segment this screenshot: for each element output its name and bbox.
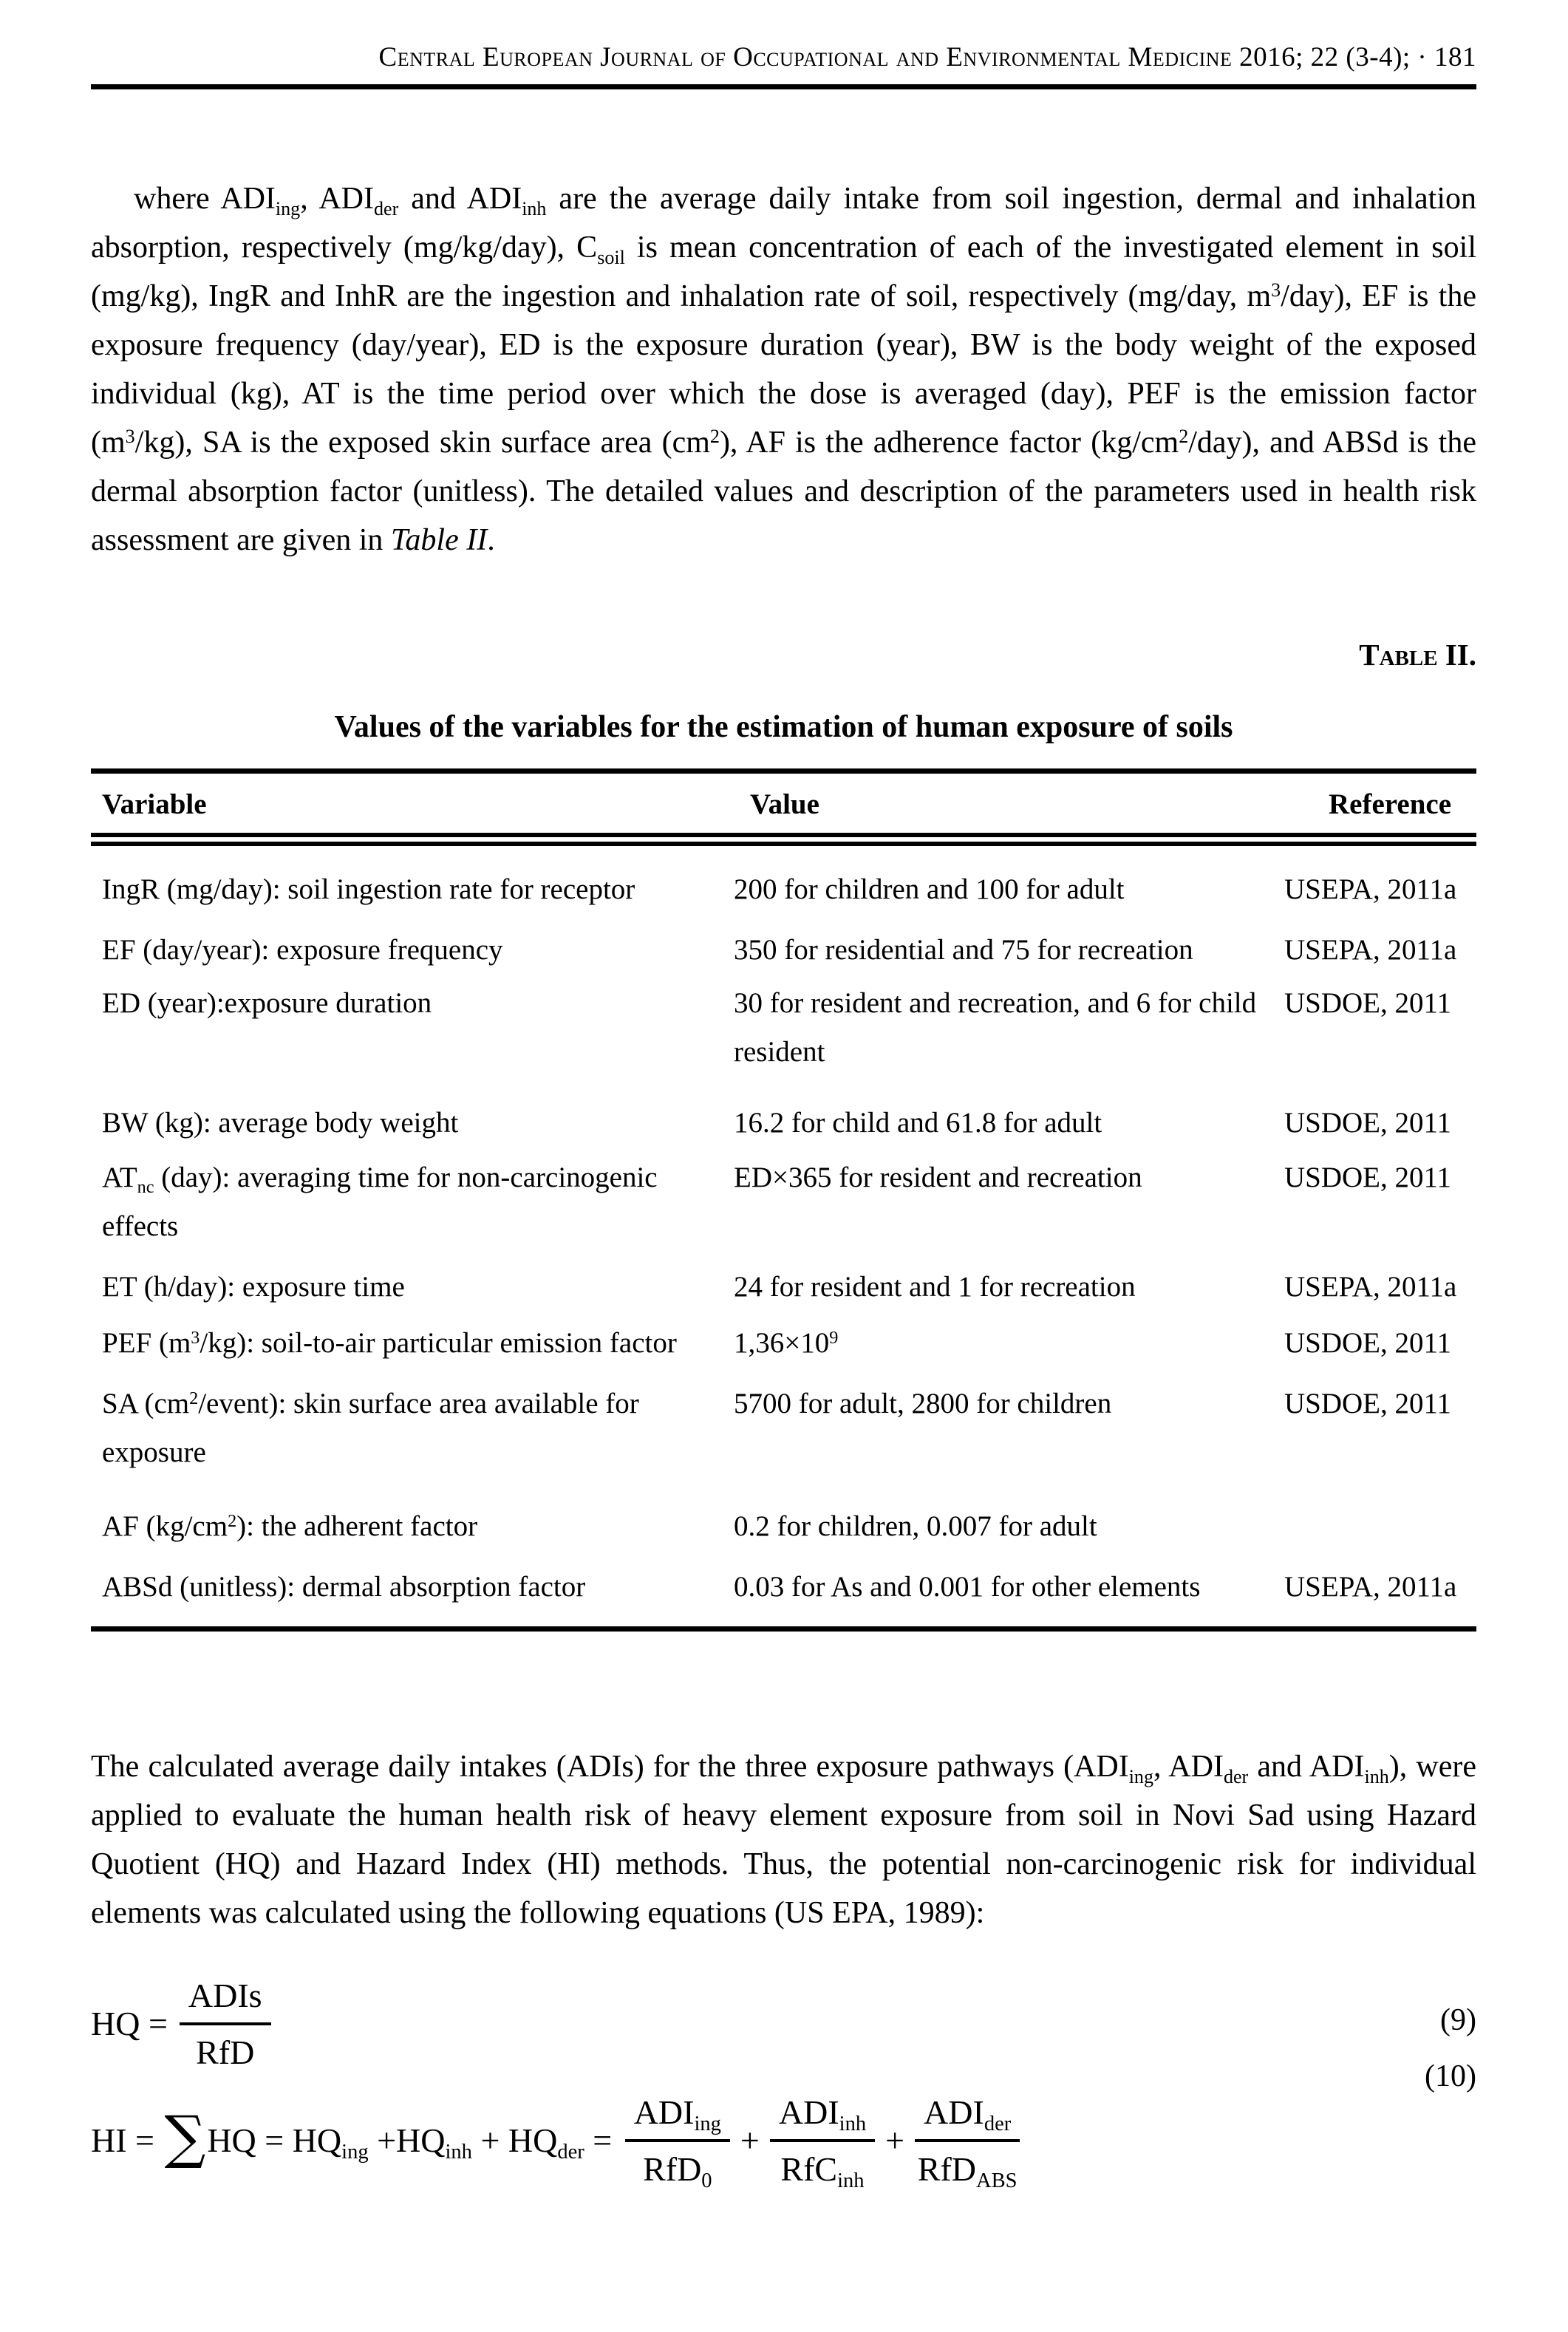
fraction-numerator: ADIs	[180, 1974, 271, 2025]
table-row	[91, 1380, 1476, 1477]
superscript: 2	[228, 1510, 237, 1531]
plus-sign: +	[740, 2121, 760, 2159]
sigma-symbol: ∑	[164, 2104, 206, 2172]
superscript: 2	[709, 425, 720, 447]
fraction-denominator: RfD$_0$	[643, 2150, 712, 2193]
variable-cell: ED (year):exposure duration	[102, 987, 432, 1019]
column-header-variable: Variable	[102, 788, 207, 820]
table-header-row	[91, 774, 1476, 833]
header-rule	[91, 84, 1476, 89]
fraction-denominator: RfD$_{ABS}$	[917, 2150, 1018, 2193]
plus-sign: +	[885, 2121, 905, 2159]
reference-cell: USEPA, 2011a	[1284, 1271, 1457, 1303]
value-cell: 16.2 for child and 61.8 for adult	[734, 1107, 1102, 1139]
paragraph-intro: where $ADI_{ing}$, $ADI_{der}$ and $ADI_{inh}$ are the average daily intake from soil ingestion, dermal and inhalation absorption, respectively (mg/kg/day), $C_{soil}$ is mean concentration of each of the investigated element in soil (mg/kg), IngR and InhR are the ingestion and inhalation rate of soil, respectively (mg/day, $m^3/day$), EF is the exposure frequency (day/year), ED is the exposure duration (year), BW is the body weight of the exposed individual (kg), AT is the time period over which the dose is averaged (day), PEF is the emission factor $(m^3/kg)$, SA is the exposed skin surface area $(cm^2)$, AF is the adherence factor $(kg/cm^2/day)$, and ABSd is the dermal absorption factor (unitless). The detailed values and description of the parameters used in health risk assessment are given in Table II.	[91, 182, 1476, 557]
subscript: inh	[1364, 1765, 1389, 1787]
reference-cell: USDOE, 2011	[1284, 987, 1452, 1019]
subscript: inh	[839, 2113, 867, 2136]
subscript: der	[1223, 1765, 1249, 1787]
subscript: der	[374, 197, 399, 219]
value-cell: ED×365 for resident and recreation	[734, 1162, 1142, 1193]
superscript: 9	[829, 1327, 839, 1348]
table-header-double-rule	[91, 833, 1476, 846]
superscript: 3	[1271, 279, 1281, 301]
table-label: Table II.	[1359, 638, 1476, 672]
superscript: 3	[125, 425, 135, 447]
value-cell: 24 for resident and 1 for recreation	[734, 1271, 1136, 1303]
subscript: ABS	[976, 2169, 1018, 2193]
fraction-numerator: $ADI_{ing}$	[625, 2091, 730, 2142]
reference-cell	[1284, 1502, 1476, 1551]
variable-cell: EF (day/year): exposure frequency	[102, 934, 503, 966]
column-header-value: Value	[750, 788, 819, 820]
subscript: nc	[137, 1176, 154, 1197]
variable-cell: PEF $(m^3/kg)$: soil-to-air particular emission factor	[102, 1327, 677, 1359]
equation-10	[91, 2091, 1024, 2193]
table-row	[91, 865, 1476, 914]
fraction	[180, 1974, 271, 2072]
equation-10-lhs: HI = $\sum HQ = HQ_{ing} +HQ_{inh} + HQ_{der}$ =	[91, 2104, 621, 2172]
table-row	[91, 926, 1476, 975]
subscript: inh	[445, 2140, 472, 2164]
paragraph-methods: The calculated average daily intakes (ADIs) for the three exposure pathways ($ADI_{ing}$, $ADI_{der}$ and $ADI_{inh}$), were applied to evaluate the human health risk of heavy element exposure from soil in Novi Sad using Hazard Quotient (HQ) and Hazard Index (HI) methods. Thus, the potential non-carcinogenic risk for individual elements was calculated using the following equations (US EPA, 1989):	[91, 1750, 1476, 1930]
equation-number-9: (9)	[1440, 2003, 1476, 2037]
fraction-numerator: $ADI_{der}$	[915, 2091, 1020, 2142]
table-row	[91, 979, 1476, 1077]
subscript: ing	[694, 2113, 721, 2136]
reference-cell: USDOE, 2011	[1284, 1327, 1452, 1359]
table-row	[91, 1319, 1476, 1368]
fraction-numerator: $ADI_{inh}$	[770, 2091, 875, 2142]
subscript: inh	[522, 197, 547, 219]
value-cell: 5700 for adult, 2800 for children	[734, 1388, 1112, 1419]
subscript: der	[984, 2113, 1012, 2136]
table-body	[91, 846, 1476, 1626]
table-row	[91, 1263, 1476, 1312]
equation-9-lhs: HQ =	[91, 2004, 168, 2042]
variable-cell: BW (kg): average body weight	[102, 1107, 459, 1139]
superscript: 3	[191, 1327, 200, 1348]
value-cell: 0.2 for children, 0.007 for adult	[734, 1510, 1097, 1542]
value-cell: 350 for residential and 75 for recreation	[734, 934, 1193, 966]
subscript: 0	[701, 2169, 712, 2193]
reference-cell: USEPA, 2011a	[1284, 873, 1457, 905]
table-row	[91, 1099, 1476, 1148]
reference-cell: USDOE, 2011	[1284, 1107, 1452, 1139]
fraction	[915, 2091, 1020, 2193]
subscript: ing	[341, 2140, 369, 2164]
table-bottom-rule	[91, 1626, 1476, 1632]
superscript: 2	[1179, 425, 1189, 447]
fraction	[625, 2091, 730, 2193]
table-row	[91, 1563, 1476, 1612]
reference-cell: USEPA, 2011a	[1284, 1571, 1457, 1603]
subscript: ing	[275, 197, 301, 219]
value-cell: 200 for children and 100 for adult	[734, 873, 1125, 905]
equation-number-10: (10)	[1425, 2059, 1476, 2093]
running-header: Central European Journal of Occupational and Environmental Medicine 2016; 22 (3-4); · 181	[378, 42, 1476, 72]
variable-cell: $AT_{nc}$ (day): averaging time for non-carcinogenic effects	[102, 1162, 658, 1242]
value-cell: 30 for resident and recreation, and 6 for child resident	[734, 987, 1257, 1068]
table-row	[91, 1502, 1476, 1551]
subscript: inh	[837, 2169, 865, 2193]
reference-cell: USEPA, 2011a	[1284, 934, 1457, 966]
fraction-denominator: RfC$_{inh}$	[780, 2150, 865, 2193]
subscript: der	[557, 2140, 584, 2164]
subscript: soil	[597, 246, 625, 268]
equation-9	[91, 1974, 276, 2072]
variable-cell: ABSd (unitless): dermal absorption factor	[102, 1571, 586, 1603]
variable-cell: ET (h/day): exposure time	[102, 1271, 405, 1303]
column-header-reference: Reference	[1329, 788, 1451, 820]
superscript: 2	[189, 1388, 199, 1408]
reference-cell: USDOE, 2011	[1284, 1162, 1452, 1193]
fraction-denominator: RfD	[196, 2033, 255, 2071]
subscript: ing	[1128, 1765, 1153, 1787]
table-row	[91, 1153, 1476, 1251]
table-caption: Values of the variables for the estimation of human exposure of soils	[334, 710, 1233, 744]
data-table	[91, 768, 1476, 1632]
variable-cell: IngR (mg/day): soil ingestion rate for receptor	[102, 873, 635, 905]
variable-cell: AF $(kg/cm^2)$: the adherent factor	[102, 1510, 478, 1542]
reference-cell: USDOE, 2011	[1284, 1388, 1452, 1419]
value-cell: 0.03 for As and 0.001 for other elements	[734, 1571, 1201, 1603]
fraction	[770, 2091, 875, 2193]
table-top-rule	[91, 768, 1476, 774]
value-cell: $1,36\times 10^9$	[734, 1327, 839, 1359]
variable-cell: SA $(cm^2/event)$: skin surface area available for exposure	[102, 1388, 639, 1468]
